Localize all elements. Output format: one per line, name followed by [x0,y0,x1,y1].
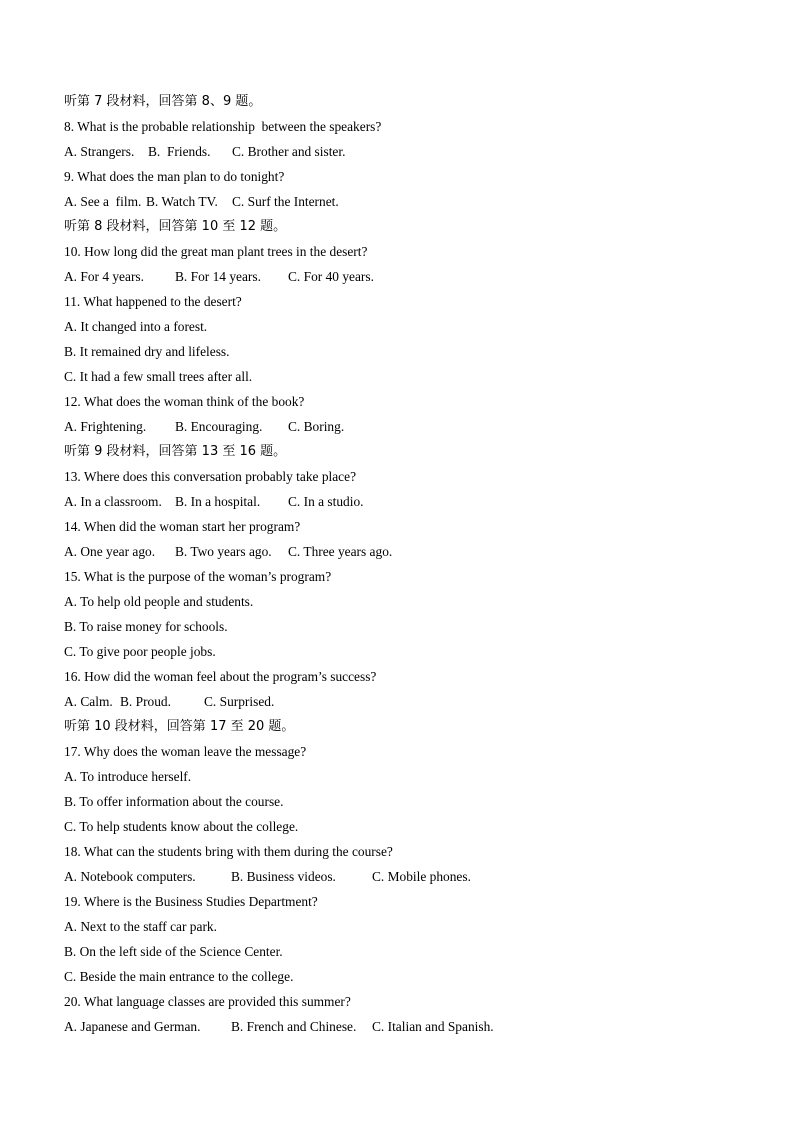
option-c: C. Surprised. [204,694,275,709]
option-b: B. Two years ago. [175,544,272,559]
question-stem: 9. What does the man plan to do tonight? [64,169,285,184]
option-a: A. Next to the staff car park. [64,919,217,934]
options-row [64,489,744,514]
option-c: C. To give poor people jobs. [64,644,216,659]
option-b: B. Watch TV. [146,194,218,209]
question-stem: 15. What is the purpose of the woman’s program? [64,569,332,584]
question-stem: 14. When did the woman start her program? [64,519,301,534]
question-stem: 11. What happened to the desert? [64,294,242,309]
section-header: 听第 7 段材料，回答第 8、9 题。 [64,94,262,109]
option-a: A. For 4 years. [64,269,144,284]
option-a: A. See a film. [64,194,142,209]
option-c: C. Brother and sister. [232,144,346,159]
option-a: A. Frightening. [64,419,147,434]
option-c: C. Surf the Internet. [232,194,339,209]
option-c: C. Boring. [288,419,345,434]
option-b: B. In a hospital. [175,494,261,509]
option-b: B. Business videos. [231,869,336,884]
option-c: C. To help students know about the college. [64,819,299,834]
section-header: 听第 9 段材料，回答第 13 至 16 题。 [64,444,287,459]
option-a: A. Strangers. [64,144,135,159]
section-header: 听第 8 段材料，回答第 10 至 12 题。 [64,219,287,234]
option-c: C. Italian and Spanish. [372,1019,494,1034]
question-stem: 8. What is the probable relationship between the speakers? [64,119,382,134]
question-stem: 19. Where is the Business Studies Department? [64,894,318,909]
option-b: B. To offer information about the course. [64,794,284,809]
question-stem: 20. What language classes are provided this summer? [64,994,351,1009]
options-row [64,689,744,714]
option-c: C. Three years ago. [288,544,393,559]
option-b: B. Proud. [120,694,171,709]
question-stem: 12. What does the woman think of the book? [64,394,305,409]
options-row [64,539,744,564]
option-a: A. One year ago. [64,544,156,559]
exam-page [64,89,744,1039]
option-a: A. To help old people and students. [64,594,254,609]
question-stem: 13. Where does this conversation probably take place? [64,469,357,484]
options-row [64,1014,744,1039]
options-row [64,414,744,439]
option-a: A. It changed into a forest. [64,319,208,334]
question-stem: 17. Why does the woman leave the message? [64,744,307,759]
option-c: C. Beside the main entrance to the college. [64,969,294,984]
option-a: A. To introduce herself. [64,769,192,784]
question-stem: 18. What can the students bring with them during the course? [64,844,393,859]
option-b: B. To raise money for schools. [64,619,228,634]
option-a: A. Notebook computers. [64,869,196,884]
options-row [64,264,744,289]
question-stem: 16. How did the woman feel about the program’s success? [64,669,377,684]
option-b: B. For 14 years. [175,269,261,284]
option-c: C. Mobile phones. [372,869,471,884]
option-a: A. Japanese and German. [64,1019,201,1034]
option-b: B. Encouraging. [175,419,263,434]
question-stem: 10. How long did the great man plant trees in the desert? [64,244,368,259]
options-row [64,189,744,214]
options-row [64,864,744,889]
option-a: A. In a classroom. [64,494,162,509]
option-b: B. It remained dry and lifeless. [64,344,230,359]
section-header: 听第 10 段材料，回答第 17 至 20 题。 [64,719,295,734]
option-c: C. For 40 years. [288,269,374,284]
option-c: C. In a studio. [288,494,364,509]
option-c: C. It had a few small trees after all. [64,369,253,384]
options-row [64,139,744,164]
option-b: B. Friends. [148,144,211,159]
option-b: B. On the left side of the Science Center. [64,944,283,959]
option-a: A. Calm. [64,694,113,709]
option-b: B. French and Chinese. [231,1019,357,1034]
